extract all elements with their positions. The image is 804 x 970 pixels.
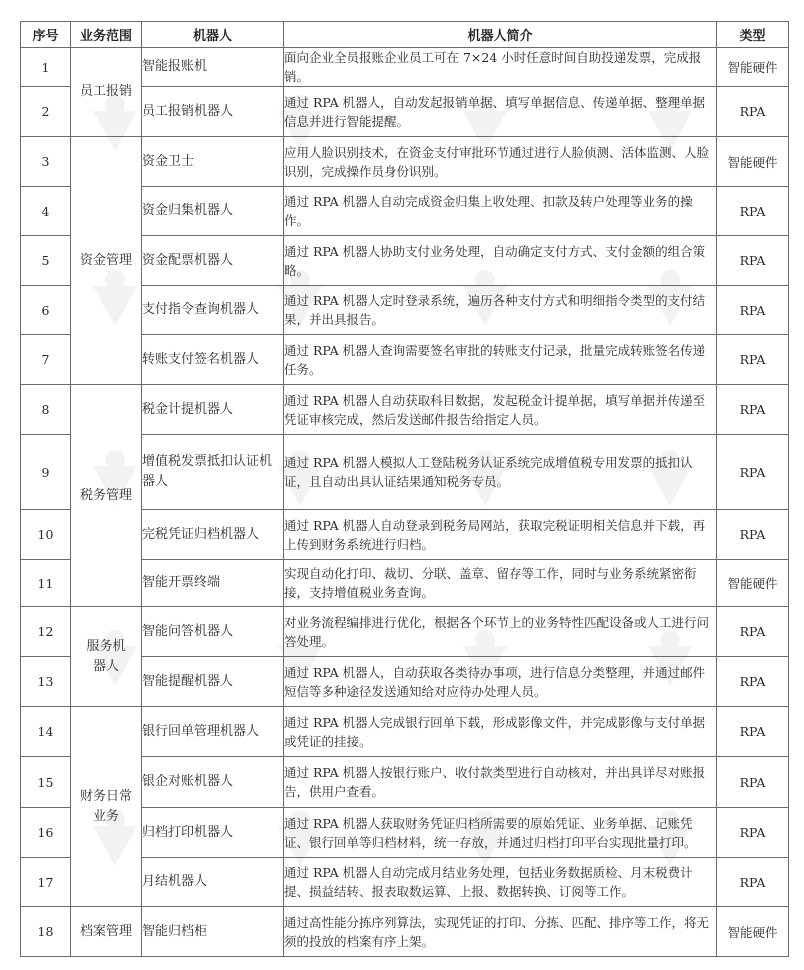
cell-robot: 月结机器人 (142, 858, 284, 907)
cell-no: 9 (21, 435, 71, 510)
cell-type: RPA (717, 707, 789, 757)
cell-scope: 员工报销 (71, 48, 142, 137)
cell-scope: 档案管理 (71, 907, 142, 957)
cell-type: RPA (717, 858, 789, 907)
cell-robot: 银行回单管理机器人 (142, 707, 284, 757)
cell-intro: 通过 RPA 机器人模拟人工登陆税务认证系统完成增值税专用发票的抵扣认证，且自动出具认证结果通知税务专员。 (284, 435, 717, 510)
cell-no: 17 (21, 858, 71, 907)
cell-intro: 通过 RPA 机器人，自动获取各类待办事项，进行信息分类整理，并通过邮件短信等多种途径发送通知给对应待办处理人员。 (284, 657, 717, 707)
cell-robot: 增值税发票抵扣认证机器人 (142, 435, 284, 510)
cell-no: 12 (21, 607, 71, 657)
header-scope: 业务范围 (71, 22, 142, 48)
cell-intro: 通过 RPA 机器人自动登录到税务局网站，获取完税证明相关信息并下载，再上传到财务系统进行归档。 (284, 510, 717, 560)
table-row (21, 385, 789, 435)
cell-type: RPA (717, 607, 789, 657)
cell-type: RPA (717, 236, 789, 286)
cell-robot: 资金归集机器人 (142, 187, 284, 236)
robot-catalog-table (20, 21, 789, 957)
cell-robot: 智能归档柜 (142, 907, 284, 957)
cell-intro: 通过 RPA 机器人完成银行回单下载，形成影像文件，并完成影像与支付单据或凭证的挂接。 (284, 707, 717, 757)
cell-intro: 应用人脸识别技术，在资金支付审批环节通过进行人脸侦测、活体监测、人脸识别，完成操作员身份识别。 (284, 137, 717, 187)
cell-robot: 智能报账机 (142, 48, 284, 87)
cell-type: RPA (717, 335, 789, 385)
cell-intro: 通过 RPA 机器人自动完成月结业务处理，包括业务数据质检、月末税费计提、损益结转、报表取数运算、上报、数据转换、订阅等工作。 (284, 858, 717, 907)
cell-no: 1 (21, 48, 71, 87)
cell-robot: 智能开票终端 (142, 560, 284, 607)
cell-no: 3 (21, 137, 71, 187)
table-row (21, 707, 789, 757)
cell-intro: 通过 RPA 机器人定时登录系统，遍历各种支付方式和明细指令类型的支付结果，并出具报告。 (284, 286, 717, 335)
cell-robot: 资金配票机器人 (142, 236, 284, 286)
cell-intro: 实现自动化打印、裁切、分联、盖章、留存等工作，同时与业务系统紧密衔接，支持增值税业务查询。 (284, 560, 717, 607)
cell-no: 14 (21, 707, 71, 757)
table-row (21, 907, 789, 957)
cell-robot: 支付指令查询机器人 (142, 286, 284, 335)
cell-type: RPA (717, 808, 789, 858)
cell-type: 智能硬件 (717, 907, 789, 957)
cell-robot: 税金计提机器人 (142, 385, 284, 435)
cell-no: 13 (21, 657, 71, 707)
cell-type: 智能硬件 (717, 137, 789, 187)
cell-no: 6 (21, 286, 71, 335)
cell-intro: 通过 RPA 机器人，自动发起报销单据、填写单据信息、传递单据、整理单据信息并进行智能提醒。 (284, 87, 717, 137)
cell-type: RPA (717, 87, 789, 137)
cell-type: 智能硬件 (717, 48, 789, 87)
cell-scope: 税务管理 (71, 385, 142, 607)
cell-scope: 财务日常业务 (71, 707, 142, 907)
cell-intro: 面向企业全员报账企业员工可在 7×24 小时任意时间自助投递发票，完成报销。 (284, 48, 717, 87)
cell-intro: 通过 RPA 机器人自动完成资金归集上收处理、扣款及转户处理等业务的操作。 (284, 187, 717, 236)
header-no: 序号 (21, 22, 71, 48)
cell-intro: 通过 RPA 机器人协助支付业务处理，自动确定支付方式、支付金额的组合策略。 (284, 236, 717, 286)
table-row (21, 137, 789, 187)
cell-no: 8 (21, 385, 71, 435)
cell-type: RPA (717, 510, 789, 560)
cell-intro: 对业务流程编排进行优化，根据各个环节上的业务特性匹配设备或人工进行问答处理。 (284, 607, 717, 657)
table-row (21, 607, 789, 657)
cell-no: 16 (21, 808, 71, 858)
header-robot: 机器人 (142, 22, 284, 48)
cell-no: 10 (21, 510, 71, 560)
cell-no: 4 (21, 187, 71, 236)
cell-no: 2 (21, 87, 71, 137)
cell-no: 7 (21, 335, 71, 385)
cell-robot: 完税凭证归档机器人 (142, 510, 284, 560)
cell-type: RPA (717, 286, 789, 335)
cell-intro: 通过 RPA 机器人查询需要签名审批的转账支付记录，批量完成转账签名传递任务。 (284, 335, 717, 385)
cell-intro: 通过高性能分拣序列算法，实现凭证的打印、分拣、匹配、排序等工作，将无须的投放的档案有序上架。 (284, 907, 717, 957)
cell-intro: 通过 RPA 机器人按银行账户、收付款类型进行自动核对，并出具详尽对账报告，供用户查看。 (284, 757, 717, 808)
cell-type: RPA (717, 435, 789, 510)
cell-scope: 服务机器人 (71, 607, 142, 707)
cell-type: 智能硬件 (717, 560, 789, 607)
cell-robot: 银企对账机器人 (142, 757, 284, 808)
cell-type: RPA (717, 385, 789, 435)
cell-intro: 通过 RPA 机器人获取财务凭证归档所需要的原始凭证、业务单据、记账凭证、银行回单等归档材料，统一存放，并通过归档打印平台实现批量打印。 (284, 808, 717, 858)
cell-type: RPA (717, 187, 789, 236)
cell-robot: 归档打印机器人 (142, 808, 284, 858)
cell-scope: 资金管理 (71, 137, 142, 385)
cell-robot: 转账支付签名机器人 (142, 335, 284, 385)
cell-robot: 智能提醒机器人 (142, 657, 284, 707)
cell-no: 15 (21, 757, 71, 808)
cell-intro: 通过 RPA 机器人自动获取科目数据，发起税金计提单据，填写单据并传递至凭证审核完成，然后发送邮件报告给指定人员。 (284, 385, 717, 435)
cell-robot: 员工报销机器人 (142, 87, 284, 137)
header-intro: 机器人简介 (284, 22, 717, 48)
cell-type: RPA (717, 657, 789, 707)
cell-robot: 资金卫士 (142, 137, 284, 187)
cell-no: 18 (21, 907, 71, 957)
cell-no: 5 (21, 236, 71, 286)
header-type: 类型 (717, 22, 789, 48)
table-row (21, 48, 789, 87)
table-header-row (21, 22, 789, 48)
cell-no: 11 (21, 560, 71, 607)
cell-type: RPA (717, 757, 789, 808)
cell-robot: 智能问答机器人 (142, 607, 284, 657)
